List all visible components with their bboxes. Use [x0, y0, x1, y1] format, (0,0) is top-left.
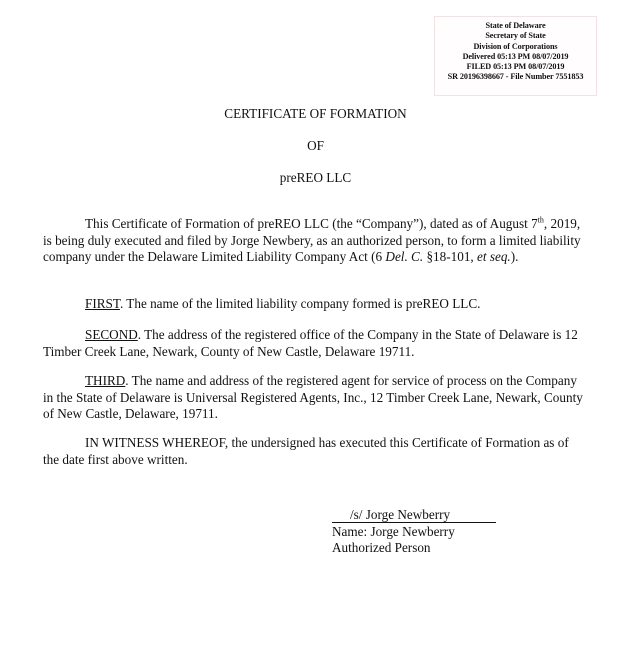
signer-title: Authorized Person — [332, 540, 431, 555]
stamp-line: SR 20196398667 - File Number 7551853 — [447, 72, 584, 82]
stamp-line: Secretary of State — [485, 31, 546, 41]
signature-block — [332, 507, 532, 557]
intro-paragraph — [43, 216, 588, 266]
third-paragraph — [43, 373, 588, 423]
ordinal-suffix: th — [537, 215, 544, 225]
title-of: OF — [307, 138, 324, 153]
stamp-line: Division of Corporations — [473, 41, 558, 51]
stamp-line: State of Delaware — [485, 21, 546, 30]
first-label: FIRST — [85, 296, 120, 311]
intro-citation: Del. C. — [385, 249, 424, 264]
intro-et-seq: et seq. — [477, 249, 511, 264]
intro-text-1: This Certificate of Formation of preREO LLC (the “Company”), dated as of August 7 — [85, 216, 538, 231]
third-label: THIRD — [85, 373, 126, 388]
stamp-line: Delivered 05:13 PM 08/07/2019 — [462, 51, 569, 61]
second-label: SECOND — [85, 327, 138, 342]
witness-paragraph: IN WITNESS WHEREOF, the undersigned has executed this Certificate of Formation as of the date first above written. — [43, 435, 569, 467]
company-name-heading: preREO LLC — [279, 170, 352, 185]
signer-name: Name: Jorge Newberry — [332, 523, 455, 539]
intro-text-2: , 2019, is being duly executed and filed by Jorge Newbery, as an authorized person, to form a limited liability company under the Delaware Limited Liability Company Act (6 — [43, 216, 581, 264]
second-paragraph — [43, 327, 588, 360]
first-paragraph — [43, 296, 588, 313]
intro-text-3: §18-101, — [423, 249, 478, 264]
third-text: . The name and address of the registered agent for service of process on the Company in the State of Delaware is Universal Registered Agents, Inc., 12 Timber Creek Lane, Newark, County of New Castle, Delaware, 19711. — [43, 373, 583, 421]
intro-text-4: ). — [510, 249, 519, 264]
first-text: . The name of the limited liability company formed is preREO LLC. — [119, 296, 481, 311]
second-text: . The address of the registered office of the Company in the State of Delaware is 12 Timber Creek Lane, Newark, County of New Castle, Delaware 19711. — [43, 327, 578, 359]
document-title: CERTIFICATE OF FORMATION — [224, 106, 407, 121]
signature-line: /s/ Jorge Newberry — [332, 508, 496, 523]
stamp-line: FILED 05:13 PM 08/07/2019 — [466, 62, 565, 72]
filing-stamp — [434, 16, 597, 96]
